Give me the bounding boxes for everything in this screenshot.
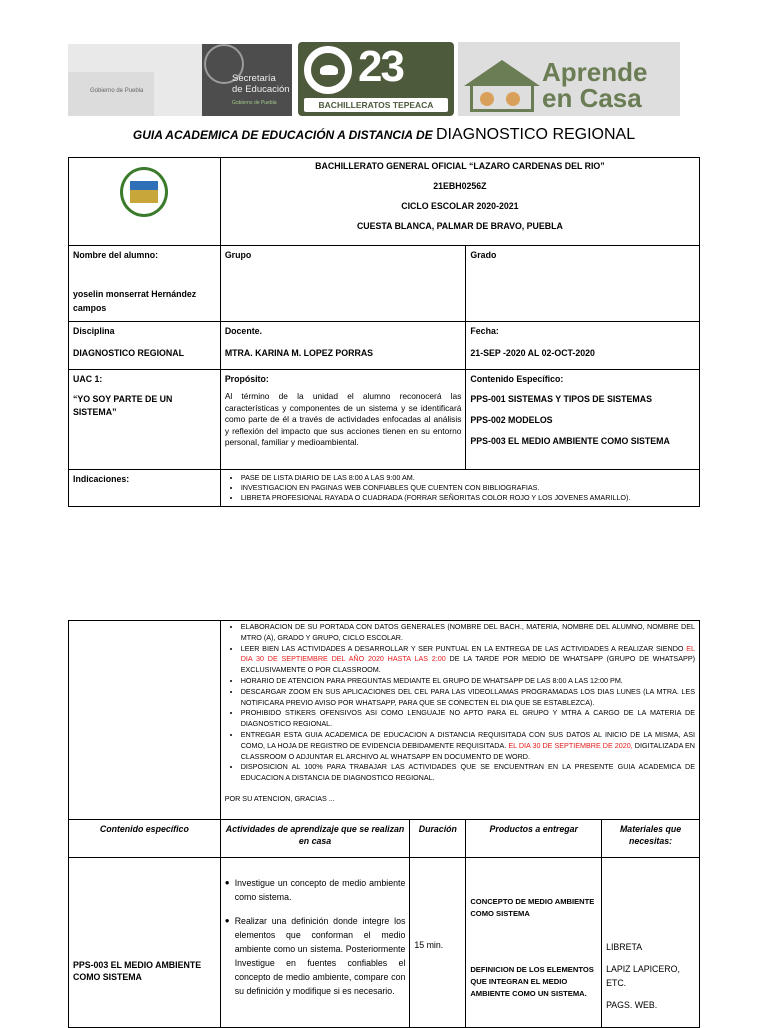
gov-label: Gobierno de Puebla	[90, 88, 144, 94]
school-info	[220, 158, 699, 246]
secretaria-line-1: Secretaría	[232, 73, 276, 84]
indications-list	[225, 473, 695, 503]
product-item: DEFINICION DE LOS ELEMENTOS QUE INTEGRAN EL MEDIO AMBIENTE COMO UN SISTEMA.	[470, 965, 594, 998]
purpose-cell	[220, 370, 466, 470]
deadline-highlight: EL DIA 30 DE SEPTIEMBRE DEL AÑO 2020 HASTA LAS 2:00	[240, 643, 695, 664]
material-item: LIBRETA	[606, 942, 643, 952]
activity-item: ● Investigue un concepto de medio ambiente como sistema.	[225, 876, 406, 904]
date-label: Fecha:	[470, 326, 499, 336]
purpose-label: Propósito:	[224, 374, 269, 384]
row-content: PPS-003 EL MEDIO AMBIENTE COMO SISTEMA	[69, 858, 221, 1028]
activities-table	[68, 620, 700, 1028]
school-name: BACHILLERATO GENERAL OFICIAL “LAZARO CARDENAS DEL RIO”	[315, 161, 605, 171]
instruction-item: • LEER BIEN LAS ACTIVIDADES A DESARROLLAR Y SER PUNTUAL EN LA ENTREGA DE LAS ACTIVIDADES A REALIZAR SIENDO EL DIA 30 DE SEPTIEMBRE DEL AÑO 2020 HASTA LAS 2:00 DE LA TARDE POR MEDIO DE WHATSAPP (GRUPO DE WHATSAPP) EXCLUSIVAMENTE O POR CLASSROOM.	[241, 644, 695, 676]
student-cell	[69, 246, 221, 322]
purpose-text: Al término de la unidad el alumno reconocerá las características y componentes de un sistema y se identificará como parte de él a través de actividades enfocadas al análisis y reflexión del impacto que sus acciones tienen en su entorno personal, familiar y medioambiental.	[224, 391, 462, 447]
indication-item: • INVESTIGACION EN PAGINAS WEB CONFIABLES QUE CUENTEN CON BIBLIOGRAFIAS.	[241, 483, 695, 493]
instruction-item: • DESCARGAR ZOOM EN SUS APLICACIONES DEL CEL PARA LAS VIDEOLLAMAS PROGRAMADAS LOS DIAS LUNES (LA MTRA. LES NOTIFICARA PREVIO AVISO POR WHATSAPP, PARA QUE SE CONECTEN EL DIA QUE SE ESTABLEZCA).	[241, 687, 695, 709]
group-label: Grupo	[220, 246, 466, 322]
column-header: Contenido específico	[69, 820, 221, 858]
column-header: Duración	[410, 820, 466, 858]
instructions-cell	[220, 621, 699, 820]
uac-value: “YO SOY PARTE DE UN SISTEMA”	[73, 394, 173, 417]
title-subject: DIAGNOSTICO REGIONAL	[435, 126, 636, 143]
activity-item: ● Realizar una definición donde integre los elementos que conforman el medio ambiente como un sistema. Posteriormente Investigue en fuentes confiables el concepto de medio ambiente, compare con su definición y modifique si es necesario.	[225, 914, 406, 998]
child-face-icon	[506, 92, 520, 106]
aprende-en-casa-logo	[458, 42, 680, 116]
instructions-blank-cell	[69, 621, 221, 820]
date-cell	[466, 322, 700, 370]
discipline-label: Disciplina	[73, 326, 115, 336]
date-value: 21-SEP -2020 AL 02-OCT-2020	[470, 348, 595, 358]
content-item: PPS-002 MODELOS	[470, 415, 553, 425]
puebla-emblem	[68, 72, 154, 116]
aprende-line-1: Aprende	[542, 57, 648, 87]
row-products	[466, 858, 602, 1028]
secretaria-sub: Gobierno de Puebla	[232, 100, 277, 106]
uac-label: UAC 1:	[73, 374, 103, 384]
content-item: PPS-003 EL MEDIO AMBIENTE COMO SISTEMA	[470, 436, 670, 446]
indication-item: • LIBRETA PROFESIONAL RAYADA O CUADRADA (FORRAR SEÑORITAS COLOR ROJO Y LOS JOVENES AMARILLO).	[241, 493, 695, 503]
teacher-label: Docente.	[224, 326, 262, 336]
material-item: LAPIZ LAPICERO, ETC.	[606, 964, 680, 988]
uac-cell	[69, 370, 221, 470]
secretaria-line-2: de Educación	[232, 84, 290, 95]
column-header: Productos a entregar	[466, 820, 602, 858]
content-label: Contenido Específico:	[470, 374, 564, 384]
c-ring-icon	[304, 46, 352, 94]
student-label: Nombre del alumno:	[73, 250, 159, 260]
row-activities	[220, 858, 410, 1028]
indications-cell	[220, 470, 699, 507]
deadline-highlight: EL DIA 30 DE SEPTIEMBRE DE 2020,	[508, 740, 633, 750]
student-name: yoselin monserrat Hernández campos	[73, 289, 197, 313]
house-roof-icon	[464, 60, 540, 86]
column-header: Actividades de aprendizaje que se realizan en casa	[220, 820, 410, 858]
bachilleratos-logo	[298, 42, 454, 116]
school-code: 21EBH0256Z	[433, 181, 487, 191]
indications-label: Indicaciones:	[69, 470, 221, 507]
content-item: PPS-001 SISTEMAS Y TIPOS DE SISTEMAS	[470, 394, 652, 404]
product-item: CONCEPTO DE MEDIO AMBIENTE COMO SISTEMA	[470, 897, 595, 918]
row-duration: 15 min.	[410, 858, 466, 1028]
secretaria-logo	[202, 44, 292, 116]
title-prefix: GUIA ACADEMICA DE EDUCACIÓN A DISTANCIA DE	[132, 128, 436, 142]
material-item: PAGS. WEB.	[606, 1000, 658, 1010]
thanks-text: POR SU ATENCION, GRACIAS ...	[224, 793, 335, 803]
school-shield-icon	[114, 167, 174, 221]
discipline-value: DIAGNOSTICO REGIONAL	[73, 348, 184, 358]
aprende-line-2: en Casa	[542, 83, 642, 113]
logo-number: 23	[358, 42, 403, 91]
instruction-item: • DISPOSICION AL 100% PARA TRABAJAR LAS ACTIVIDADES QUE SE ENCUENTRAN EN LA PRESENTE GUIA ACADEMICA DE EDUCACION A DISTANCIA DE DIAGNOSTICO REGIONAL.	[241, 762, 695, 784]
page-title	[0, 126, 768, 144]
discipline-cell	[69, 322, 221, 370]
instructions-list	[225, 622, 695, 784]
instruction-item: • ENTREGAR ESTA GUIA ACADEMICA DE EDUCACION A DISTANCIA REQUISITADA CON SUS DATOS AL INICIO DE LA MISMA, ASI COMO, LA HOJA DE REGISTRO DE EVIDENCIA DEBIDAMENTE REQUISITADA. EL DIA 30 DE SEPTIEMBRE DE 2020, DIGITALIZADA EN CLASSROOM O ADJUNTAR EL ARCHIVO AL WHATSAPP EN DOCUMENTO DE WORD.	[241, 730, 695, 762]
school-place: CUESTA BLANCA, PALMAR DE BRAVO, PUEBLA	[356, 221, 563, 231]
row-materials	[602, 858, 700, 1028]
instruction-item: • PROHIBIDO STIKERS OFENSIVOS ASI COMO LENGUAJE NO APTO PARA EL GRUPO Y MTRA A CARGO DE LA MATERIA DE DIAGNOSTICO REGIONAL.	[241, 708, 695, 730]
teacher-name: MTRA. KARINA M. LOPEZ PORRAS	[224, 348, 374, 358]
column-header: Materiales que necesitas:	[602, 820, 700, 858]
instruction-item: • HORARIO DE ATENCION PARA PREGUNTAS MEDIANTE EL GRUPO DE WHATSAPP DE LAS 8:00 A LAS 12:00 PM.	[241, 676, 695, 687]
info-table	[68, 157, 700, 507]
indication-item: • PASE DE LISTA DIARIO DE LAS 8:00 A LAS 9:00 AM.	[241, 473, 695, 483]
content-cell	[466, 370, 700, 470]
child-face-icon	[480, 92, 494, 106]
school-shield-cell	[69, 158, 221, 246]
teacher-cell	[220, 322, 466, 370]
instruction-item: • ELABORACION DE SU PORTADA CON DATOS GENERALES (NOMBRE DEL BACH., MATERIA, NOMBRE DEL ALUMNO, NOMBRE DEL MTRO (A), GRADO Y GRUPO, CICLO ESCOLAR.	[241, 622, 695, 644]
logo-banner: BACHILLERATOS TEPEACA	[304, 98, 448, 112]
grade-label: Grado	[466, 246, 700, 322]
government-logo	[68, 44, 292, 116]
school-cycle: CICLO ESCOLAR 2020-2021	[401, 201, 519, 211]
